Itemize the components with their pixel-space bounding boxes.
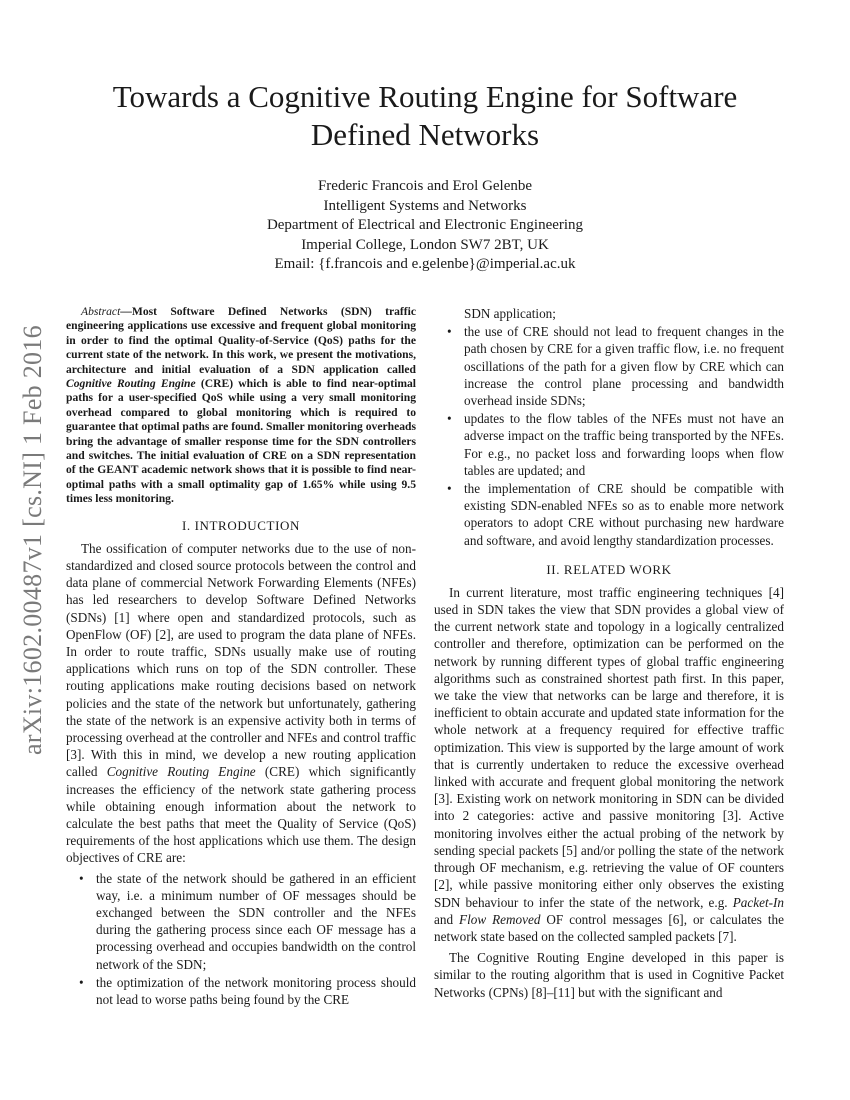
related-text-1: In current literature, most traffic engineering techniques [4] used in SDN takes the view that SDN provides a global view of the current network state and topology in a logically centralized controller and therefore, optimization can be performed on the network by running different types of global traffic engineering algorithms such as constrained shortest path first. In this paper, we take the view that networks can be large and therefore, it is inefficient to obtain accurate and updated state information for the whole network at a frequency required for effective traffic optimization. This view is supported by the large amount of work that is currently undertaken to reduce the excessive overhead linked with accurate and frequent global monitoring the network [3]. Existing work on network monitoring in SDN can be divided into 2 categories: active and passive monitoring [3]. Active monitoring involves either the actual probing of the network by sending special packets [5] and/or polling the state of the network through OF mechanism, e.g. retrieving the value of OF counters [2], while passive monitoring either only observes the existing SDN behaviour to infer the state of the network, e.g. bbox=[434, 584, 784, 910]
intro-paragraph bbox=[66, 540, 416, 867]
intro-emphasis: Cognitive Routing Engine bbox=[106, 764, 256, 780]
abstract-text-1: —Most Software Defined Networks (SDN) traffic engineering applications use excessive and frequent global monitoring in order to find the optimal Quality-of-Service (QoS) paths for the current state of the network. In this work, we present the motivations, architecture and initial evaluation of a SDN application called bbox=[66, 305, 416, 376]
related-paragraph-2: The Cognitive Routing Engine developed in this paper is similar to the routing algorithm that is used in Cognitive Packet Networks (CPNs) [8]–[11] but with the significant and bbox=[434, 950, 784, 1000]
author-institution: Imperial College, London SW7 2BT, UK bbox=[301, 236, 549, 253]
packet-in-term: Packet-In bbox=[732, 894, 784, 910]
abstract-label: Abstract bbox=[81, 305, 121, 318]
related-and: and bbox=[434, 911, 460, 927]
left-column bbox=[66, 305, 416, 1009]
abstract-emphasis: Cognitive Routing Engine bbox=[66, 377, 196, 391]
intro-text-1: The ossification of computer networks due to the use of non-standardized and closed source protocols between the control and data plane of commercial Network Forwarding Elements (NFEs) has led researchers to develop Software Defined Networks (SDNs) [1] where open and standardized protocols, such as OpenFlow (OF) [2], are used to program the data plane of NFEs. In order to route traffic, SDNs usually make use of routing applications which runs on top of the SDN controller. These routing applications make routing decisions based on network policies and the state of the network but unfortunately, gathering the state of the network is an expensive activity both in terms of processing overhead at the controller and NFEs and control traffic [3]. With this in mind, we develop a new routing application called bbox=[66, 540, 416, 780]
author-names: Frederic Francois and Erol Gelenbe bbox=[317, 178, 533, 194]
flow-removed-term: Flow Removed bbox=[459, 911, 541, 927]
abstract bbox=[66, 305, 416, 507]
design-objectives-list bbox=[66, 870, 416, 1009]
author-department: Department of Electrical and Electronic Engineering bbox=[266, 217, 584, 233]
design-objectives-list-continued bbox=[434, 305, 784, 549]
section-heading-introduction: I. INTRODUCTION bbox=[181, 517, 301, 533]
right-column bbox=[434, 305, 784, 1001]
list-item: • updates to the flow tables of the NFEs must not have an adverse impact on the traffic being transported by the NFEs. For e.g., no packet loss and forwarding loops when flow tables are updated; and bbox=[464, 410, 784, 479]
list-item: • the use of CRE should not lead to frequent changes in the path chosen by CRE for a given traffic flow, i.e. no frequent oscillations of the path for a given flow by CRE which can increase the control plane processing and bandwidth overhead inside SDNs; bbox=[464, 323, 784, 409]
arxiv-identifier: arXiv:1602.00487v1 [cs.NI] 1 Feb 2016 bbox=[18, 325, 47, 755]
abstract-text-2: (CRE) which is able to find near-optimal paths for a user-specified QoS while using a very small monitoring overhead compared to global monitoring which is required to guarantee that optimal paths are found. Smaller monitoring overheads bring the advantage of smaller response time for the SDN controllers and switches. The initial evaluation of CRE on a SDN representation of the GEANT academic network shows that it is possible to find near-optimal paths with a small optimality gap of 1.65% while using 9.5 times less monitoring. bbox=[66, 377, 416, 506]
intro-text-2: (CRE) which significantly increases the efficiency of the network state gathering process while obtaining enough information about the network to calculate the best paths that meet the Quality of Service (QoS) requirements of the host applications which use them. The design objectives of CRE are: bbox=[66, 764, 417, 866]
list-item: • the implementation of CRE should be compatible with existing SDN-enabled NFEs so as to enable more network operators to adopt CRE without purchasing new hardware and software, and avoid lengthy standardization processes. bbox=[464, 480, 784, 549]
arxiv-sidebar bbox=[8, 300, 58, 780]
related-paragraph-1 bbox=[434, 584, 784, 945]
related-text-2: OF control messages [6], or calculates the network state based on the collected sampled packets [7]. bbox=[434, 911, 784, 944]
author-group: Intelligent Systems and Networks bbox=[323, 197, 527, 214]
section-heading-related-work: II. RELATED WORK bbox=[546, 561, 672, 577]
list-item: • the optimization of the network monitoring process should not lead to worse paths being found by the CRE bbox=[96, 974, 416, 1008]
list-item-continuation: SDN application; bbox=[464, 306, 556, 321]
author-email: Email: {f.francois and e.gelenbe}@imperial.ac.uk bbox=[274, 256, 576, 272]
author-block bbox=[150, 177, 700, 275]
paper-title: Towards a Cognitive Routing Engine for Software Defined Networks bbox=[112, 79, 738, 152]
list-item: • the state of the network should be gathered in an efficient way, i.e. a minimum number of OF messages should be exchanged between the SDN controller and the NFEs during the gathering process since each OF message has a processing overhead and occupies bandwidth on the control network of the SDN; bbox=[96, 870, 416, 973]
